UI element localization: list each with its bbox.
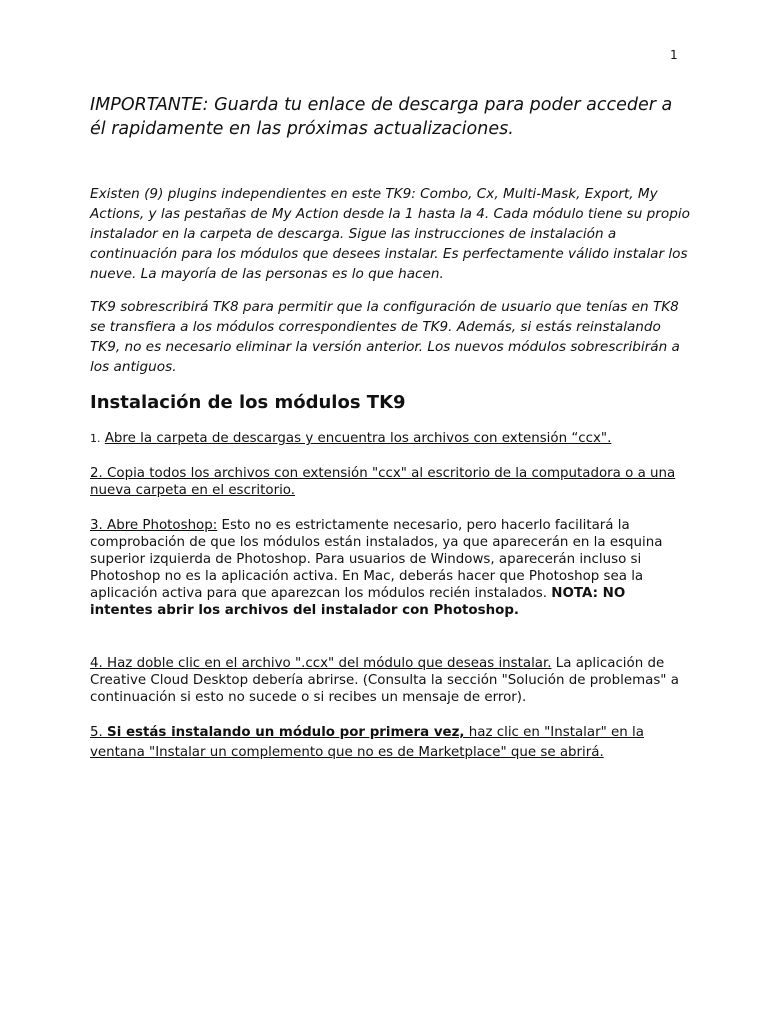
page-number: 1 <box>670 48 678 62</box>
step-2-text: 2. Copia todos los archivos con extensión "ccx" al escritorio de la computadora o a una nueva carpeta en el escritorio. <box>90 466 676 498</box>
overwrite-paragraph: TK9 sobrescribirá TK8 para permitir que la configuración de usuario que tenías en TK8 se transfiera a los módulos correspondientes de TK9. Además, si estás reinstalando TK9, no es necesario eliminar la versión anterior. Los nuevos módulos sobrescribirán a los antiguos. <box>90 299 680 375</box>
section-title: Instalación de los módulos TK9 <box>90 392 406 413</box>
intro-paragraph: Existen (9) plugins independientes en este TK9: Combo, Cx, Multi-Mask, Export, My Actions, y las pestañas de My Action desde la 1 hasta la 4. Cada módulo tiene su propio instalador en la carpeta de descarga. Sigue las instrucciones de instalación a continuación para los módulos que desees instalar. Es perfectamente válido instalar los nueve. La mayoría de las personas es lo que hacen. <box>90 186 690 282</box>
step-1 <box>90 430 690 447</box>
step-5-rest: haz clic en "Instalar" en la ventana "Instalar un complemento que no es de Marketplace" que se abrirá. <box>90 725 644 760</box>
step-5 <box>90 723 690 763</box>
step-2 <box>90 465 690 499</box>
step-5-number: 5. <box>90 725 108 740</box>
step-1-text: Abre la carpeta de descargas y encuentra los archivos con extensión “ccx". <box>104 431 612 446</box>
step-3-lead: 3. Abre Photoshop: <box>90 518 218 533</box>
step-4-lead: 4. Haz doble clic en el archivo ".ccx" del módulo que deseas instalar. <box>90 656 552 671</box>
important-notice: IMPORTANTE: Guarda tu enlace de descarga para poder acceder a él rapidamente en las próximas actualizaciones. <box>90 95 673 139</box>
step-3-note: NOTA: NO intentes abrir los archivos del instalador con Photoshop. <box>90 586 626 618</box>
step-4 <box>90 655 690 706</box>
step-3-body: Esto no es estrictamente necesario, pero hacerlo facilitará la comprobación de que los módulos están instalados, ya que aparecerán en la esquina superior izquierda de Photoshop. Para usuarios de Windows, aparecerán incluso si Photoshop no es la aplicación activa. En Mac, deberás hacer que Photoshop sea la aplicación activa para que aparezcan los módulos recién instalados. <box>90 518 663 601</box>
step-3 <box>90 517 690 619</box>
step-1-number: 1. <box>90 432 101 445</box>
step-5-bold: Si estás instalando un módulo por primera vez, <box>107 725 465 740</box>
step-4-body: La aplicación de Creative Cloud Desktop debería abrirse. (Consulta la sección "Solución de problemas" a continuación si esto no sucede o si recibes un mensaje de error). <box>90 656 679 705</box>
